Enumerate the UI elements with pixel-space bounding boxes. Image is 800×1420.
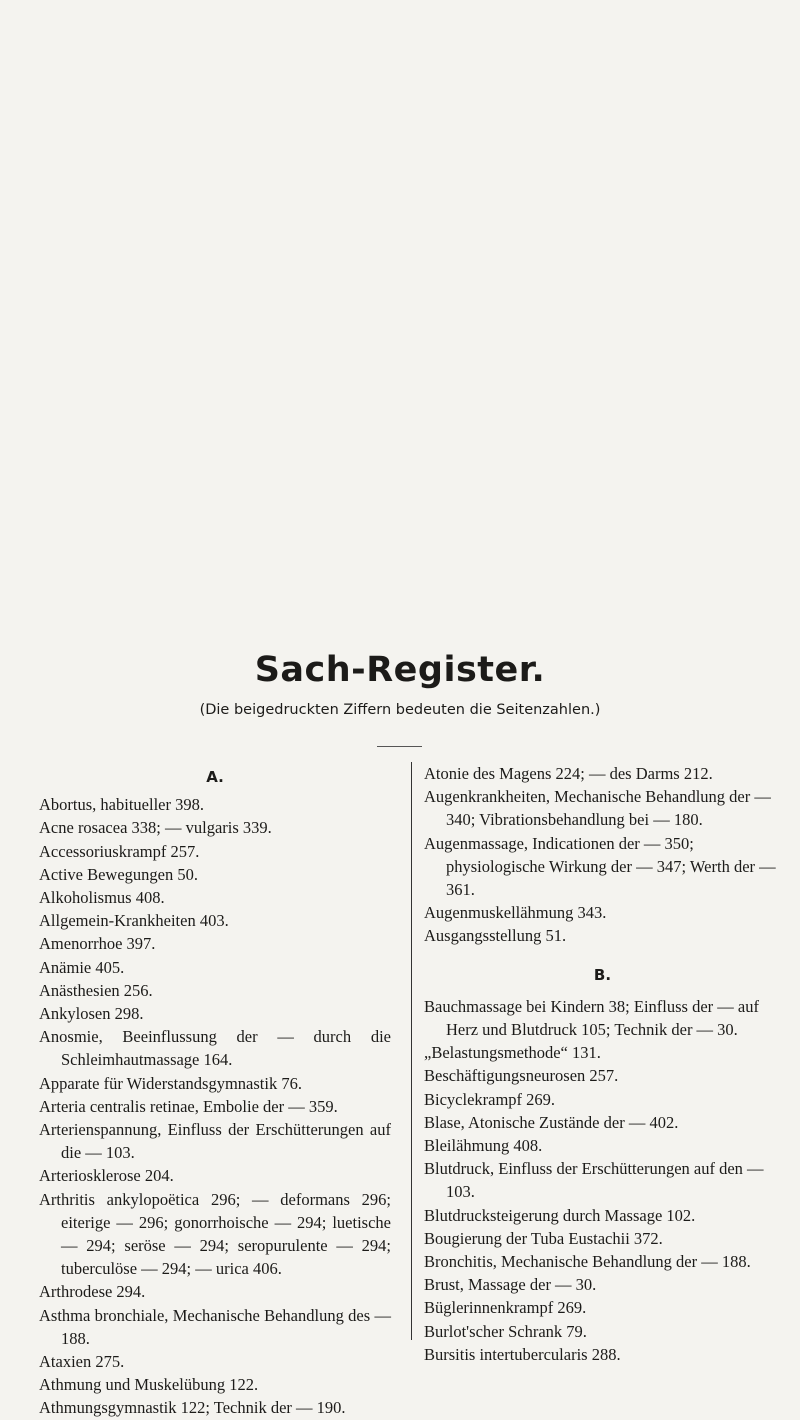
section-letter-b: B.	[593, 965, 612, 984]
index-entry: Brust, Massage der — 30.	[424, 1275, 597, 1295]
index-entry: Arteria centralis retinae, Embolie der — 359.	[39, 1096, 338, 1116]
index-entry: Alkoholismus 408.	[39, 888, 165, 908]
index-entry: Asthma bronchiale, Mechanische Behandlung des — 188.	[39, 1305, 391, 1348]
index-entry: Bleilähmung 408.	[424, 1136, 543, 1156]
index-entry: Ankylosen 298.	[39, 1004, 144, 1024]
index-entry: Athmung und Muskelübung 122.	[39, 1375, 259, 1395]
index-entry: Blutdrucksteigerung durch Massage 102.	[424, 1205, 696, 1225]
index-entry: Arthritis ankylopoëtica 296; — deformans 296; eiterige — 296; gonorrhoische — 294; luetische — 294; seröse — 294; seropurulente — 294; tuberculöse — 294; — urica 406.	[39, 1189, 391, 1279]
index-column-right	[411, 762, 781, 1364]
page-title: Sach-Register.	[254, 650, 546, 690]
index-entry: Blutdruck, Einfluss der Erschütterungen auf den — 103.	[424, 1159, 764, 1202]
index-entry: Anästhesien 256.	[39, 980, 153, 1000]
index-entry: Athmungsgymnastik 122; Technik der — 190.	[39, 1398, 346, 1418]
index-entry: „Belastungsmethode“ 131.	[424, 1043, 601, 1063]
index-entry: Arthrodese 294.	[39, 1282, 146, 1302]
index-entry: Blase, Atonische Zustände der — 402.	[424, 1112, 679, 1132]
index-entry: Büglerinnenkrampf 269.	[424, 1298, 587, 1318]
title-divider	[377, 746, 422, 747]
index-entry: Burlot'scher Schrank 79.	[424, 1321, 587, 1341]
index-entry: Amenorrhoe 397.	[39, 934, 156, 954]
index-entry: Allgemein-Krankheiten 403.	[39, 911, 229, 931]
index-entry: Ausgangsstellung 51.	[424, 926, 567, 946]
index-entry: Augenkrankheiten, Mechanische Behandlung der — 340; Vibrationsbehandlung bei — 180.	[424, 787, 771, 830]
index-entry: Accessoriuskrampf 257.	[39, 841, 200, 861]
index-entry: Bursitis intertubercularis 288.	[424, 1344, 621, 1364]
index-entry: Anämie 405.	[39, 957, 125, 977]
index-entry: Ataxien 275.	[39, 1352, 125, 1372]
index-entry: Bauchmassage bei Kindern 38; Einfluss der — auf Herz und Blutdruck 105; Technik der — 30.	[424, 996, 759, 1040]
section-letter-a: A.	[206, 768, 224, 786]
index-entry: Bronchitis, Mechanische Behandlung der — 188.	[424, 1252, 751, 1272]
index-entry: Active Bewegungen 50.	[39, 864, 198, 884]
index-entry: Bougierung der Tuba Eustachii 372.	[424, 1228, 663, 1248]
index-entry: Arterienspannung, Einfluss der Erschütterungen auf die — 103.	[39, 1120, 391, 1163]
index-entry: Atonie des Magens 224; — des Darms 212.	[424, 764, 713, 783]
index-entry: Acne rosacea 338; — vulgaris 339.	[39, 818, 272, 838]
index-entry: Augenmassage, Indicationen der — 350; physiologische Wirkung der — 347; Werth der — 361.	[424, 833, 776, 900]
page-subtitle: (Die beigedruckten Ziffern bedeuten die Seitenzahlen.)	[199, 702, 601, 718]
index-column-left	[39, 762, 391, 1420]
index-entry: Anosmie, Beeinflussung der — durch die Schleimhautmassage 164.	[39, 1027, 391, 1070]
index-entry: Arteriosklerose 204.	[39, 1166, 174, 1186]
index-entry: Augenmuskellähmung 343.	[424, 903, 607, 923]
index-entry: Bicyclekrampf 269.	[424, 1089, 556, 1109]
index-entry: Beschäftigungsneurosen 257.	[424, 1066, 619, 1086]
index-entry: Apparate für Widerstandsgymnastik 76.	[39, 1073, 302, 1093]
index-entry: Abortus, habitueller 398.	[39, 795, 204, 815]
